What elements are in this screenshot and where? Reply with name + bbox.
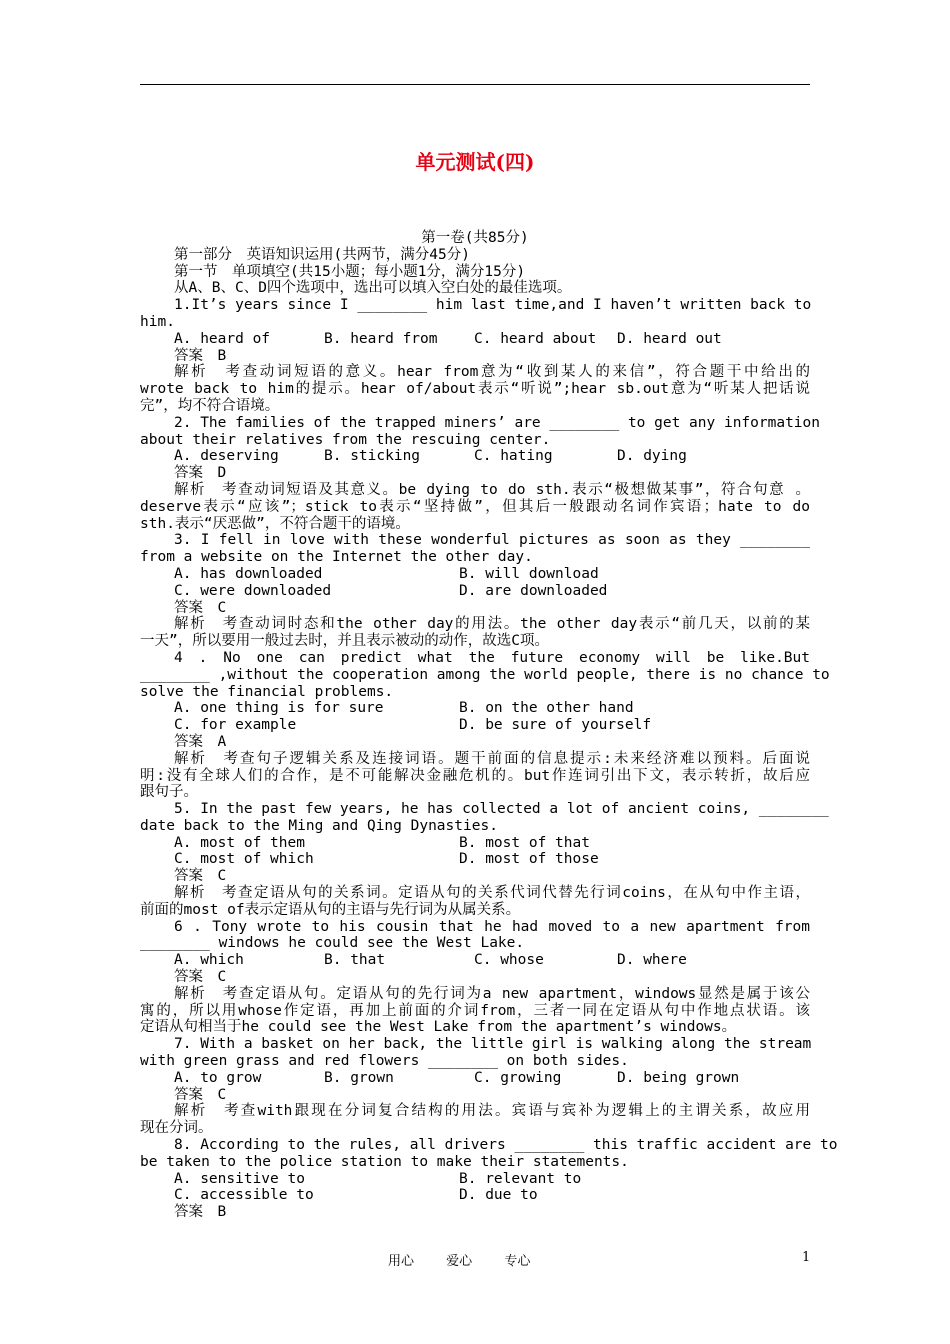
answer-option: A. heard of xyxy=(174,330,271,347)
question-stem-line: about their relatives from the rescuing center. xyxy=(140,431,551,448)
question-stem-line: 3. I fell in love with these wonderful pictures as soon as they ________ xyxy=(174,532,810,549)
question-stem-line: solve the financial problems. xyxy=(140,683,394,700)
question-stem-line: 5. In the past few years, he has collected a lot of ancient coins, ________ xyxy=(174,801,829,818)
answer-option: B. that xyxy=(324,952,386,969)
answer-option: A. most of them xyxy=(174,834,305,851)
answer-key: 答案 B xyxy=(174,347,227,364)
answer-option: D. most of those xyxy=(459,851,599,868)
answer-option: C. growing xyxy=(474,1069,562,1086)
answer-option: D. due to xyxy=(459,1187,538,1204)
options-row xyxy=(140,1070,810,1087)
answer-option: D. where xyxy=(617,952,687,969)
answer-option: B. on the other hand xyxy=(459,700,634,717)
answer-option: C. most of which xyxy=(174,851,314,868)
question-stem-line: ________ windows he could see the West Lake. xyxy=(140,935,525,952)
header-rule xyxy=(140,84,810,85)
answer-option: D. heard out xyxy=(617,330,722,347)
answer-option: D. be sure of yourself xyxy=(459,717,652,734)
options-row xyxy=(140,1187,810,1204)
answer-option: D. being grown xyxy=(617,1069,740,1086)
question-item xyxy=(140,801,829,919)
answer-option: A. has downloaded xyxy=(174,565,323,582)
answer-key: 答案 D xyxy=(174,465,227,482)
answer-option: C. heard about xyxy=(474,330,597,347)
answer-option: B. relevant to xyxy=(459,1170,582,1187)
page-title: 单元测试(四) xyxy=(415,150,535,174)
section-heading: 第一节 单项填空(共15小题；每小题1分，满分15分) xyxy=(174,263,526,280)
question-list xyxy=(140,297,838,1221)
question-stem-line: ________ ,without the cooperation among the world people, there is no chance to xyxy=(140,666,830,683)
answer-option: C. were downloaded xyxy=(174,582,332,599)
analysis-line: 解析 考查动词短语及其意义。be dying to do sth.表示“极想做某事”，符合句意 。 xyxy=(174,481,810,498)
answer-option: B. grown xyxy=(324,1069,394,1086)
question-item xyxy=(140,414,821,533)
part-heading: 第一部分 英语知识运用(共两节，满分45分) xyxy=(174,246,470,263)
answer-option: B. heard from xyxy=(324,330,438,347)
question-stem-line: date back to the Ming and Qing Dynasties. xyxy=(140,817,498,834)
answer-key: 答案 C xyxy=(174,969,227,986)
answer-option: C. whose xyxy=(474,952,544,969)
footer-motto xyxy=(388,1250,558,1269)
question-item xyxy=(140,297,810,415)
answer-key: 答案 C xyxy=(174,868,227,885)
answer-option: C. hating xyxy=(474,448,553,465)
analysis-line: 解析 考查with跟现在分词复合结构的用法。宾语与宾补为逻辑上的主谓关系，故应用 xyxy=(174,1103,810,1120)
answer-option: B. sticking xyxy=(324,448,421,465)
footer-motto-2: 爱心 xyxy=(446,1254,473,1269)
analysis-line: 解析 考查动词时态和the other day的用法。the other day表示“前几天，以前的某 xyxy=(174,616,810,633)
analysis-line: 一天”，所以要用一般过去时，并且表示被动的动作，故选C项。 xyxy=(140,633,549,650)
analysis-line: deserve表示“应该”；stick to表示“坚持做”，但其后一般跟动名词作宾语；hate to do xyxy=(140,498,810,515)
analysis-line: 解析 考查句子逻辑关系及连接词语。题干前面的信息提示:未来经济难以预料。后面说 xyxy=(174,750,810,767)
analysis-line: wrote back to him的提示。hear of/about表示“听说”;hear sb.out意为“听某人把话说 xyxy=(140,381,810,398)
question-item xyxy=(140,1137,838,1221)
answer-option: B. most of that xyxy=(459,834,590,851)
analysis-line: 定语从句相当于he could see the West Lake from the apartment’s windows。 xyxy=(140,1019,737,1036)
question-stem-line: 4 . No one can predict what the future economy will be like.But xyxy=(174,649,810,666)
exam-content xyxy=(140,230,838,1221)
answer-option: A. to grow xyxy=(174,1069,262,1086)
options-row xyxy=(140,331,810,348)
question-item xyxy=(140,1036,810,1137)
question-stem-line: 1.It’s years since I ________ him last time,and I haven’t written back to xyxy=(174,297,812,314)
question-stem-line: 8. According to the rules, all drivers ________ this traffic accident are to xyxy=(174,1137,838,1154)
answer-option: A. which xyxy=(174,952,244,969)
question-item xyxy=(140,919,810,1037)
analysis-line: sth.表示“厌恶做”，不符合题干的语境。 xyxy=(140,515,410,532)
question-stem-line: 7. With a basket on her back, the little girl is walking along the stream xyxy=(174,1036,812,1053)
analysis-line: 解析 考查定语从句。定语从句的先行词为a new apartment，windows显然是属于该公 xyxy=(174,985,810,1002)
answer-option: A. sensitive to xyxy=(174,1170,305,1187)
question-stem-line: him. xyxy=(140,313,175,330)
answer-option: A. one thing is for sure xyxy=(174,700,384,717)
analysis-line: 寓的，所以用whose作定语，再加上前面的介词from，三者一同在定语从句中作地点状语。该 xyxy=(140,1002,810,1019)
options-row xyxy=(140,700,810,717)
options-row xyxy=(140,448,810,465)
analysis-line: 解析 考查动词短语的意义。hear from意为“收到某人的来信”，符合题干中给出的 xyxy=(174,364,810,381)
options-row xyxy=(140,835,810,852)
analysis-line: 完”，均不符合语境。 xyxy=(140,397,280,414)
answer-key: 答案 B xyxy=(174,1204,227,1221)
question-stem-line: from a website on the Internet the other day. xyxy=(140,549,533,566)
answer-option: D. dying xyxy=(617,448,687,465)
options-row xyxy=(140,566,810,583)
analysis-line: 现在分词。 xyxy=(140,1120,213,1137)
answer-option: B. will download xyxy=(459,565,599,582)
analysis-line: 跟句子。 xyxy=(140,784,198,801)
question-item xyxy=(140,649,830,801)
answer-option: C. for example xyxy=(174,717,297,734)
analysis-line: 解析 考查定语从句的关系词。定语从句的关系代词代替先行词coins，在从句中作主语， xyxy=(174,885,810,902)
answer-key: 答案 C xyxy=(174,599,227,616)
answer-option: C. accessible to xyxy=(174,1187,314,1204)
options-row xyxy=(140,1171,810,1188)
answer-option: D. are downloaded xyxy=(459,582,608,599)
answer-key: 答案 A xyxy=(174,733,227,750)
question-stem-line: with green grass and red flowers ________ on both sides. xyxy=(140,1053,629,1070)
instruction-text: 从A、B、C、D四个选项中，选出可以填入空白处的最佳选项。 xyxy=(174,280,572,297)
options-row xyxy=(140,952,810,969)
footer-motto-1: 用心 xyxy=(388,1254,415,1269)
question-stem-line: 6 . Tony wrote to his cousin that he had moved to a new apartment from xyxy=(174,918,810,935)
footer-motto-3: 专心 xyxy=(504,1254,531,1269)
page-number: 1 xyxy=(802,1250,811,1265)
answer-key: 答案 C xyxy=(174,1086,227,1103)
answer-option: A. deserving xyxy=(174,448,279,465)
question-stem-line: 2. The families of the trapped miners’ are ________ to get any information xyxy=(174,414,821,431)
volume-heading: 第一卷(共85分) xyxy=(421,230,529,246)
analysis-line: 前面的most of表示定语从句的主语与先行词为从属关系。 xyxy=(140,901,521,918)
question-item xyxy=(140,532,810,650)
options-row xyxy=(140,583,810,600)
options-row xyxy=(140,851,810,868)
analysis-line: 明:没有全球人们的合作，是不可能解决金融危机的。but作连词引出下文，表示转折，故后应 xyxy=(140,767,810,784)
options-row xyxy=(140,717,810,734)
question-stem-line: be taken to the police station to make their statements. xyxy=(140,1153,629,1170)
